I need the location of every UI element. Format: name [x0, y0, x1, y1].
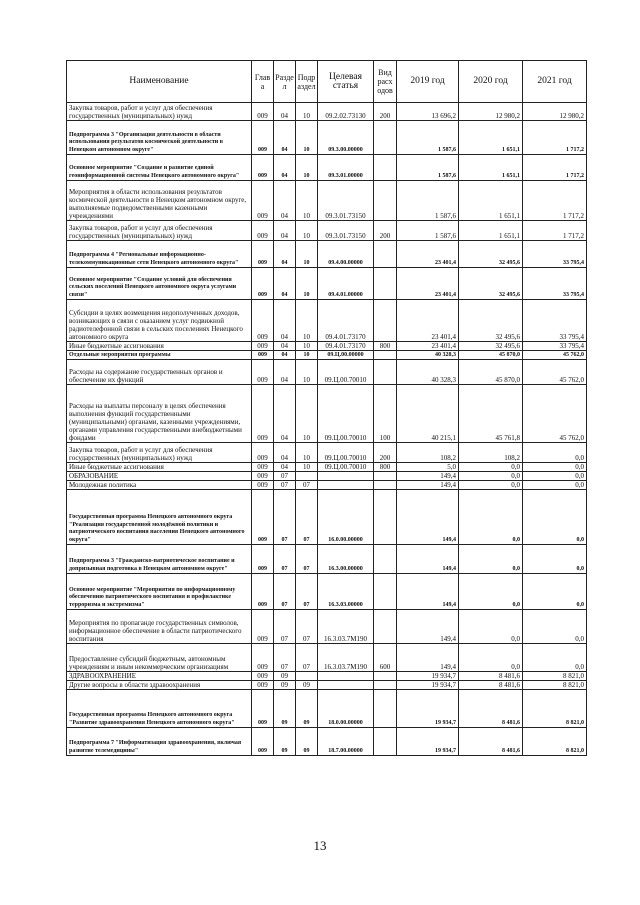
cell-target: 09.4.01.73170: [318, 300, 374, 342]
cell-razdel: 07: [274, 644, 296, 672]
cell-name: Основное мероприятие "Мероприятия по информационному обеспечению патриотического воспитания и профилактике терроризма и экстремизма": [67, 574, 252, 610]
cell-target: 09.Ц.00.70010: [318, 463, 374, 472]
cell-razdel: 04: [274, 300, 296, 342]
cell-vid: [374, 481, 397, 490]
cell-target: 16.0.00.00000: [318, 490, 374, 545]
cell-razdel: 04: [274, 103, 296, 121]
cell-razdel: 09: [274, 690, 296, 728]
cell-vid: [374, 545, 397, 574]
header-2020: 2020 год: [459, 61, 523, 103]
cell-razdel: 04: [274, 443, 296, 463]
cell-target: 09.Ц.00.00000: [318, 351, 374, 360]
cell-2021: 0,0: [523, 490, 587, 545]
cell-2021: 45 762,0: [523, 360, 587, 385]
cell-2020: 45 870,0: [459, 360, 523, 385]
cell-podrazdel: 10: [296, 181, 318, 221]
cell-target: [318, 472, 374, 481]
cell-glava: 009: [252, 472, 274, 481]
cell-podrazdel: 09: [296, 728, 318, 756]
cell-razdel: 04: [274, 155, 296, 181]
cell-target: 09.4.01.00000: [318, 268, 374, 300]
cell-vid: [374, 241, 397, 268]
cell-glava: 009: [252, 385, 274, 443]
cell-2021: 1 717,2: [523, 221, 587, 241]
cell-name: Мероприятия по пропаганде государственных символов, информационное обеспечение в области патриотического воспитания: [67, 610, 252, 644]
table-row: [67, 463, 587, 472]
cell-2020: 108,2: [459, 443, 523, 463]
budget-table: [66, 60, 587, 756]
cell-podrazdel: 09: [296, 690, 318, 728]
cell-2021: 0,0: [523, 481, 587, 490]
cell-2021: 0,0: [523, 574, 587, 610]
cell-razdel: 09: [274, 672, 296, 681]
cell-2021: 8 821,0: [523, 672, 587, 681]
cell-2021: 45 762,0: [523, 385, 587, 443]
cell-podrazdel: 07: [296, 481, 318, 490]
cell-glava: 009: [252, 121, 274, 155]
cell-target: 09.4.01.73170: [318, 342, 374, 351]
table-row: [67, 351, 587, 360]
cell-2020: 8 481,6: [459, 728, 523, 756]
cell-target: 16.3.03.00000: [318, 574, 374, 610]
header-2021: 2021 год: [523, 61, 587, 103]
cell-2019: 1 587,6: [397, 181, 459, 221]
table-row: [67, 241, 587, 268]
cell-podrazdel: 10: [296, 351, 318, 360]
cell-2019: 5,0: [397, 463, 459, 472]
cell-2020: 0,0: [459, 574, 523, 610]
cell-podrazdel: 07: [296, 574, 318, 610]
cell-glava: 009: [252, 690, 274, 728]
cell-2019: 40 215,1: [397, 385, 459, 443]
cell-target: 09.3.01.73150: [318, 221, 374, 241]
cell-2020: 1 651,1: [459, 155, 523, 181]
cell-2019: 149,4: [397, 644, 459, 672]
cell-vid: [374, 300, 397, 342]
table-row: [67, 644, 587, 672]
header-podrazdel: Подр аздел: [296, 61, 318, 103]
cell-target: 18.0.00.00000: [318, 690, 374, 728]
cell-podrazdel: 10: [296, 268, 318, 300]
cell-target: 09.2.02.73130: [318, 103, 374, 121]
table-row: [67, 360, 587, 385]
cell-vid: 200: [374, 443, 397, 463]
cell-2020: 1 651,1: [459, 181, 523, 221]
cell-vid: 100: [374, 385, 397, 443]
header-2019: 2019 год: [397, 61, 459, 103]
cell-2021: 33 795,4: [523, 241, 587, 268]
cell-name: Субсидии в целях возмещения недополученных доходов, возникающих в связи с оказанием услуг подвижной радиотелефонной связи в сельских поселениях Ненецкого автономного округа: [67, 300, 252, 342]
cell-2021: 33 795,4: [523, 300, 587, 342]
cell-2020: 8 481,6: [459, 690, 523, 728]
cell-2019: 149,4: [397, 610, 459, 644]
cell-razdel: 04: [274, 241, 296, 268]
cell-vid: 800: [374, 342, 397, 351]
cell-2019: 23 401,4: [397, 268, 459, 300]
cell-2020: 0,0: [459, 472, 523, 481]
table-row: [67, 481, 587, 490]
cell-glava: 009: [252, 443, 274, 463]
cell-2020: 0,0: [459, 481, 523, 490]
cell-podrazdel: 07: [296, 545, 318, 574]
cell-glava: 009: [252, 481, 274, 490]
cell-2021: 8 821,0: [523, 681, 587, 690]
cell-2019: 1 587,6: [397, 121, 459, 155]
cell-2019: 19 934,7: [397, 728, 459, 756]
cell-glava: 009: [252, 644, 274, 672]
cell-glava: 009: [252, 241, 274, 268]
cell-razdel: 04: [274, 385, 296, 443]
cell-2020: 32 495,6: [459, 241, 523, 268]
cell-2020: 0,0: [459, 610, 523, 644]
table-row: [67, 672, 587, 681]
cell-2021: 1 717,2: [523, 121, 587, 155]
cell-2021: 1 717,2: [523, 155, 587, 181]
cell-vid: [374, 472, 397, 481]
cell-2021: 0,0: [523, 610, 587, 644]
cell-2020: 0,0: [459, 490, 523, 545]
cell-2019: 23 401,4: [397, 241, 459, 268]
cell-glava: 009: [252, 268, 274, 300]
cell-target: 09.3.01.00000: [318, 155, 374, 181]
cell-name: Предоставление субсидий бюджетным, автономным учреждениям и иным некоммерческим организациям: [67, 644, 252, 672]
cell-razdel: 07: [274, 574, 296, 610]
cell-2019: 149,4: [397, 545, 459, 574]
cell-glava: 009: [252, 181, 274, 221]
cell-vid: [374, 360, 397, 385]
header-name: Наименование: [67, 61, 252, 103]
cell-name: Основное мероприятие "Создание и развитие единой геоинформационной системы Ненецкого автономного округа": [67, 155, 252, 181]
cell-podrazdel: 10: [296, 342, 318, 351]
table-row: [67, 181, 587, 221]
table-row: [67, 268, 587, 300]
cell-2021: 0,0: [523, 472, 587, 481]
cell-2021: 33 795,4: [523, 268, 587, 300]
cell-glava: 009: [252, 221, 274, 241]
cell-name: Расходы на содержание государственных органов и обеспечение их функций: [67, 360, 252, 385]
cell-podrazdel: 10: [296, 221, 318, 241]
cell-razdel: 09: [274, 681, 296, 690]
cell-name: Иные бюджетные ассигнования: [67, 463, 252, 472]
cell-2019: 149,4: [397, 472, 459, 481]
cell-razdel: 07: [274, 490, 296, 545]
cell-razdel: 04: [274, 351, 296, 360]
cell-podrazdel: [296, 672, 318, 681]
cell-podrazdel: 10: [296, 385, 318, 443]
header-vid: Вид расх одов: [374, 61, 397, 103]
cell-razdel: 07: [274, 610, 296, 644]
cell-2021: 0,0: [523, 463, 587, 472]
table-row: [67, 300, 587, 342]
cell-podrazdel: 10: [296, 360, 318, 385]
cell-2020: 32 495,6: [459, 342, 523, 351]
cell-2020: 0,0: [459, 545, 523, 574]
cell-2020: 1 651,1: [459, 221, 523, 241]
cell-glava: 009: [252, 155, 274, 181]
cell-vid: 200: [374, 103, 397, 121]
cell-target: 16.3.03.7М190: [318, 644, 374, 672]
cell-2019: 13 696,2: [397, 103, 459, 121]
table-row: [67, 221, 587, 241]
cell-vid: [374, 490, 397, 545]
cell-vid: 800: [374, 463, 397, 472]
cell-vid: [374, 181, 397, 221]
cell-glava: 009: [252, 342, 274, 351]
cell-target: 09.Ц.00.70010: [318, 385, 374, 443]
table-row: [67, 472, 587, 481]
cell-2019: 149,4: [397, 481, 459, 490]
cell-podrazdel: 10: [296, 443, 318, 463]
cell-2021: 8 821,0: [523, 728, 587, 756]
cell-2020: 12 980,2: [459, 103, 523, 121]
cell-target: 16.3.00.00000: [318, 545, 374, 574]
cell-2019: 1 587,6: [397, 221, 459, 241]
cell-vid: [374, 351, 397, 360]
cell-2019: 23 401,4: [397, 342, 459, 351]
cell-razdel: 04: [274, 360, 296, 385]
cell-podrazdel: 09: [296, 681, 318, 690]
cell-target: 09.3.01.73150: [318, 181, 374, 221]
cell-name: Иные бюджетные ассигнования: [67, 342, 252, 351]
cell-glava: 009: [252, 463, 274, 472]
cell-2020: 45 870,0: [459, 351, 523, 360]
cell-podrazdel: 10: [296, 241, 318, 268]
cell-name: Расходы на выплаты персоналу в целях обеспечения выполнения функций государственными (муниципальными) органами, казенными учреждениями, органами управления государственными внебюджетными фондами: [67, 385, 252, 443]
table-body: [67, 103, 587, 756]
cell-podrazdel: 07: [296, 490, 318, 545]
cell-vid: [374, 728, 397, 756]
cell-target: [318, 681, 374, 690]
cell-2020: 8 481,6: [459, 672, 523, 681]
table-row: [67, 610, 587, 644]
cell-2021: 0,0: [523, 545, 587, 574]
cell-2021: 1 717,2: [523, 181, 587, 221]
cell-razdel: 07: [274, 481, 296, 490]
cell-glava: 009: [252, 351, 274, 360]
cell-2019: 149,4: [397, 490, 459, 545]
cell-target: 09.Ц.00.70010: [318, 360, 374, 385]
table-row: [67, 155, 587, 181]
cell-podrazdel: 10: [296, 103, 318, 121]
cell-glava: 009: [252, 574, 274, 610]
cell-target: [318, 672, 374, 681]
cell-name: ЗДРАВООХРАНЕНИЕ: [67, 672, 252, 681]
cell-podrazdel: [296, 472, 318, 481]
cell-2021: 8 821,0: [523, 690, 587, 728]
cell-2019: 19 934,7: [397, 672, 459, 681]
cell-razdel: 04: [274, 268, 296, 300]
cell-name: Подпрограмма 3 "Организация деятельности в области использования результатов космической деятельности в Ненецком автономном округе": [67, 121, 252, 155]
cell-target: 09.4.00.00000: [318, 241, 374, 268]
header-razdel: Разде л: [274, 61, 296, 103]
table-header: [67, 61, 587, 103]
cell-target: 09.3.00.00000: [318, 121, 374, 155]
cell-razdel: 07: [274, 545, 296, 574]
cell-vid: [374, 690, 397, 728]
cell-razdel: 07: [274, 472, 296, 481]
table-row: [67, 690, 587, 728]
cell-glava: 009: [252, 672, 274, 681]
cell-2019: 19 934,7: [397, 681, 459, 690]
cell-podrazdel: 07: [296, 610, 318, 644]
cell-razdel: 04: [274, 463, 296, 472]
cell-name: Закупка товаров, работ и услуг для обеспечения государственных (муниципальных) нужд: [67, 443, 252, 463]
cell-target: 16.3.03.7М190: [318, 610, 374, 644]
cell-name: Подпрограмма 3 "Гражданско-патриотическое воспитание и допризывная подготовка в Ненецком автономном округе": [67, 545, 252, 574]
table-row: [67, 574, 587, 610]
cell-2020: 0,0: [459, 644, 523, 672]
header-target: Целевая статья: [318, 61, 374, 103]
cell-podrazdel: 10: [296, 121, 318, 155]
header-glava: Глав а: [252, 61, 274, 103]
cell-vid: 200: [374, 221, 397, 241]
cell-vid: 600: [374, 644, 397, 672]
cell-2020: 32 495,6: [459, 268, 523, 300]
cell-2020: 0,0: [459, 463, 523, 472]
cell-name: ОБРАЗОВАНИЕ: [67, 472, 252, 481]
cell-2019: 1 587,6: [397, 155, 459, 181]
cell-glava: 009: [252, 545, 274, 574]
cell-glava: 009: [252, 103, 274, 121]
cell-vid: [374, 610, 397, 644]
cell-podrazdel: 10: [296, 300, 318, 342]
cell-podrazdel: 10: [296, 155, 318, 181]
cell-2019: 40 328,3: [397, 351, 459, 360]
cell-2021: 33 795,4: [523, 342, 587, 351]
cell-razdel: 04: [274, 221, 296, 241]
cell-razdel: 04: [274, 181, 296, 221]
cell-vid: [374, 155, 397, 181]
cell-vid: [374, 672, 397, 681]
cell-2020: 32 495,6: [459, 300, 523, 342]
cell-2021: 12 980,2: [523, 103, 587, 121]
cell-glava: 009: [252, 300, 274, 342]
cell-vid: [374, 268, 397, 300]
cell-podrazdel: 10: [296, 463, 318, 472]
cell-name: Государственная программа Ненецкого автономного округа "Развитие здравоохранения Ненецкого автономного округа": [67, 690, 252, 728]
table-row: [67, 545, 587, 574]
cell-razdel: 04: [274, 121, 296, 155]
table-row: [67, 342, 587, 351]
cell-glava: 009: [252, 681, 274, 690]
cell-name: Закупка товаров, работ и услуг для обеспечения государственных (муниципальных) нужд: [67, 221, 252, 241]
cell-2019: 19 934,7: [397, 690, 459, 728]
cell-name: Государственная программа Ненецкого автономного округа "Реализация государственной молодёжной политики и патриотического воспитания населения Ненецкого автономного округа": [67, 490, 252, 545]
table-row: [67, 490, 587, 545]
cell-target: 18.7.00.00000: [318, 728, 374, 756]
cell-name: Основное мероприятие "Создание условий для обеспечения сельских поселений Ненецкого автономного округа услугами связи": [67, 268, 252, 300]
cell-glava: 009: [252, 360, 274, 385]
cell-2021: 0,0: [523, 443, 587, 463]
cell-name: Закупка товаров, работ и услуг для обеспечения государственных (муниципальных) нужд: [67, 103, 252, 121]
cell-target: 09.Ц.00.70010: [318, 443, 374, 463]
table-row: [67, 103, 587, 121]
cell-glava: 009: [252, 490, 274, 545]
cell-target: [318, 481, 374, 490]
cell-2019: 149,4: [397, 574, 459, 610]
cell-2021: 45 762,0: [523, 351, 587, 360]
table-row: [67, 728, 587, 756]
table-row: [67, 681, 587, 690]
cell-name: Подпрограмма 7 "Информатизация здравоохранения, включая развитие телемедицины": [67, 728, 252, 756]
cell-name: Подпрограмма 4 "Региональные информационно-телекоммуникационные сети Ненецкого автономного округа": [67, 241, 252, 268]
page-number: 13: [313, 838, 327, 853]
table-row: [67, 385, 587, 443]
table-row: [67, 443, 587, 463]
cell-razdel: 09: [274, 728, 296, 756]
table-row: [67, 121, 587, 155]
cell-2021: 0,0: [523, 644, 587, 672]
cell-podrazdel: 07: [296, 644, 318, 672]
cell-name: Мероприятия в области использования результатов космической деятельности в Ненецком автономном округе, выполняемые подведомственными казенными учреждениями: [67, 181, 252, 221]
cell-2019: 40 328,3: [397, 360, 459, 385]
cell-vid: [374, 121, 397, 155]
cell-glava: 009: [252, 610, 274, 644]
cell-2020: 45 761,8: [459, 385, 523, 443]
cell-2020: 8 481,6: [459, 681, 523, 690]
cell-vid: [374, 574, 397, 610]
cell-2020: 1 651,1: [459, 121, 523, 155]
cell-name: Молодежная политика: [67, 481, 252, 490]
cell-name: Отдельные мероприятия программы: [67, 351, 252, 360]
cell-2019: 108,2: [397, 443, 459, 463]
cell-2019: 23 401,4: [397, 300, 459, 342]
cell-vid: [374, 681, 397, 690]
cell-glava: 009: [252, 728, 274, 756]
cell-name: Другие вопросы в области здравоохранения: [67, 681, 252, 690]
cell-razdel: 04: [274, 342, 296, 351]
